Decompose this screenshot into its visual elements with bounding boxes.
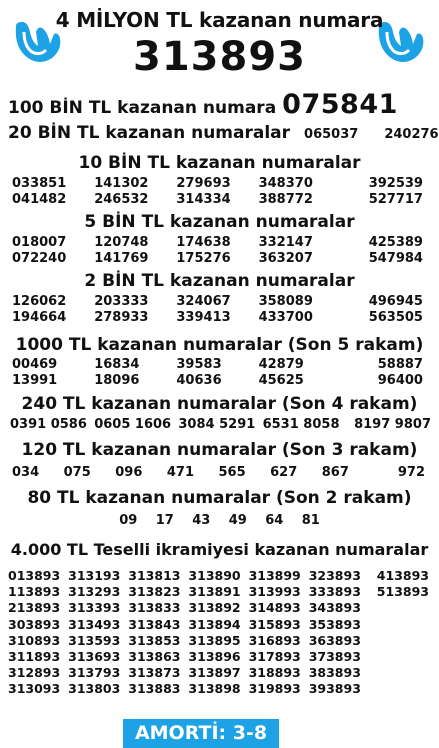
result-number: 547984 — [368, 251, 423, 266]
result-number: 332147 — [258, 235, 313, 250]
result-number: 313993 — [248, 584, 301, 600]
result-number: 126062 — [12, 294, 67, 309]
result-number: 318893 — [248, 665, 301, 681]
result-number — [369, 665, 429, 681]
result-number: 120748 — [94, 235, 149, 250]
result-number: 413893 — [376, 568, 429, 583]
prize-5k-heading: 5 BİN TL kazanan numaralar — [84, 212, 355, 232]
result-number: 311893 — [8, 649, 61, 665]
result-number: 313593 — [68, 632, 121, 648]
prize-80-heading: 80 TL kazanan numaralar (Son 2 rakam) — [27, 488, 412, 508]
result-number: 313093 — [8, 681, 61, 697]
result-number: 018007 — [12, 235, 67, 250]
result-number: 58887 — [377, 357, 423, 372]
result-number: 13991 — [12, 373, 58, 388]
result-number: 393893 — [308, 681, 361, 697]
prize-20k-row — [8, 123, 439, 143]
result-number: 433700 — [258, 310, 313, 325]
result-number: 388772 — [258, 192, 313, 207]
prize-100k-number: 075841 — [282, 89, 398, 120]
result-number: 113893 — [8, 584, 61, 600]
result-number: 363893 — [308, 632, 361, 648]
result-number: 96400 — [377, 373, 423, 388]
result-number: 313890 — [188, 568, 241, 583]
result-number: 09 — [119, 513, 138, 528]
result-number — [369, 649, 429, 665]
prize-120-heading: 120 TL kazanan numaralar (Son 3 rakam) — [21, 440, 418, 460]
result-number: 313693 — [68, 649, 121, 665]
result-number: 425389 — [368, 235, 423, 250]
result-number: 312893 — [8, 665, 61, 681]
grand-prize-number: 313893 — [133, 34, 306, 80]
result-number: 013893 — [8, 568, 61, 583]
result-number: 0391 0586 — [10, 417, 87, 432]
result-number: 867 — [321, 465, 349, 480]
result-number: 141769 — [94, 251, 149, 266]
result-number: 313493 — [68, 616, 121, 632]
result-number: 18096 — [94, 373, 140, 388]
result-number: 496945 — [368, 294, 423, 309]
result-number: 075 — [63, 465, 91, 480]
consolation-grid — [8, 568, 429, 698]
result-number: 213893 — [8, 600, 61, 616]
result-number: 317893 — [248, 649, 301, 665]
result-number: 324067 — [176, 294, 231, 309]
result-number: 194664 — [12, 310, 67, 325]
result-number: 81 — [301, 513, 320, 528]
result-number: 358089 — [258, 294, 313, 309]
prize-240-heading: 240 TL kazanan numaralar (Son 4 rakam) — [21, 394, 418, 414]
result-number: 313793 — [68, 665, 121, 681]
result-number: 174638 — [176, 235, 231, 250]
result-number: 175276 — [176, 251, 231, 266]
result-number: 513893 — [376, 584, 429, 600]
result-number: 313293 — [68, 584, 121, 600]
result-number — [369, 617, 429, 633]
result-number: 313891 — [188, 584, 241, 600]
result-number: 303893 — [8, 616, 61, 632]
result-number: 343893 — [308, 600, 361, 616]
result-number: 353893 — [308, 616, 361, 632]
prize-2k-grid — [12, 294, 423, 326]
result-number — [369, 600, 429, 616]
result-number: 313873 — [128, 665, 181, 681]
prize-120-grid — [12, 465, 425, 481]
result-number: 8197 9807 — [354, 417, 431, 432]
result-number: 313393 — [68, 600, 121, 616]
result-number: 17 — [155, 513, 174, 528]
result-number: 316893 — [248, 632, 301, 648]
result-number: 313833 — [128, 600, 181, 616]
result-number: 314334 — [176, 192, 231, 207]
result-number: 16834 — [94, 357, 140, 372]
result-number: 527717 — [368, 192, 423, 207]
result-number: 313863 — [128, 649, 181, 665]
result-number: 39583 — [176, 357, 222, 372]
result-number: 310893 — [8, 632, 61, 648]
result-number: 565 — [218, 465, 246, 480]
result-number: 041482 — [12, 192, 67, 207]
result-number: 333893 — [308, 584, 361, 600]
result-number: 383893 — [308, 665, 361, 681]
prize-100k-row — [8, 89, 431, 120]
result-number: 096 — [115, 465, 143, 480]
result-number: 315893 — [248, 616, 301, 632]
result-number: 627 — [270, 465, 298, 480]
result-number: 972 — [397, 465, 425, 480]
result-number: 373893 — [308, 649, 361, 665]
result-number: 246532 — [94, 192, 149, 207]
prize-10k-heading: 10 BİN TL kazanan numaralar — [78, 153, 361, 173]
result-number: 42879 — [258, 357, 304, 372]
result-number: 278933 — [94, 310, 149, 325]
result-number: 034 — [12, 465, 40, 480]
prize-240-grid — [10, 417, 431, 433]
result-number: 49 — [228, 513, 247, 528]
prize-80-grid — [110, 513, 329, 529]
result-number: 313892 — [188, 600, 241, 616]
result-number: 00469 — [12, 357, 58, 372]
result-number: 313823 — [128, 584, 181, 600]
prize-5k-grid — [12, 235, 423, 267]
result-number: 3084 5291 — [178, 417, 256, 432]
result-number: 471 — [166, 465, 195, 480]
result-number: 279693 — [176, 176, 231, 191]
result-number: 141302 — [94, 176, 149, 191]
result-number: 313803 — [68, 681, 121, 697]
amorti-badge: AMORTİ: 3-8 — [123, 719, 279, 748]
result-number: 313853 — [128, 632, 181, 648]
prize-1000-heading: 1000 TL kazanan numaralar (Son 5 rakam) — [15, 335, 424, 355]
result-number: 313894 — [188, 616, 241, 632]
result-number — [369, 633, 429, 649]
result-number — [369, 681, 429, 697]
result-number: 314893 — [248, 600, 301, 616]
result-number: 64 — [265, 513, 284, 528]
prize-20k-number: 240276 — [384, 127, 439, 142]
result-number: 6531 8058 — [262, 417, 340, 432]
result-number: 0605 1606 — [94, 417, 172, 432]
result-number: 348370 — [258, 176, 313, 191]
prize-1000-grid — [12, 357, 423, 389]
result-number: 313193 — [68, 568, 121, 583]
result-number: 45625 — [258, 373, 304, 388]
result-number: 313843 — [128, 616, 181, 632]
result-number: 43 — [192, 513, 211, 528]
prize-2k-heading: 2 BİN TL kazanan numaralar — [84, 271, 355, 291]
result-number: 313813 — [128, 568, 181, 583]
result-number: 363207 — [258, 251, 313, 266]
prize-10k-grid — [12, 176, 423, 208]
result-number: 313883 — [128, 681, 181, 697]
result-number: 313898 — [188, 681, 241, 697]
result-number: 313895 — [188, 632, 241, 648]
result-number: 319893 — [248, 681, 301, 697]
result-number: 339413 — [176, 310, 231, 325]
consolation-heading: 4.000 TL Teselli ikramiyesi kazanan numaralar — [10, 540, 429, 559]
result-number: 033851 — [12, 176, 67, 191]
prize-20k-number: 065037 — [304, 127, 359, 142]
result-number: 313897 — [188, 665, 241, 681]
result-number: 072240 — [12, 251, 67, 266]
result-number: 323893 — [308, 568, 361, 583]
result-number: 313899 — [248, 568, 301, 583]
prize-20k-label: 20 BİN TL kazanan numaralar — [8, 123, 291, 143]
result-number: 40636 — [176, 373, 222, 388]
grand-prize-title: 4 MİLYON TL kazanan numara — [55, 8, 384, 32]
result-number: 563505 — [368, 310, 423, 325]
prize-100k-label: 100 BİN TL kazanan numara — [8, 98, 277, 118]
result-number: 203333 — [94, 294, 149, 309]
result-number: 313896 — [188, 649, 241, 665]
result-number: 392539 — [368, 176, 423, 191]
